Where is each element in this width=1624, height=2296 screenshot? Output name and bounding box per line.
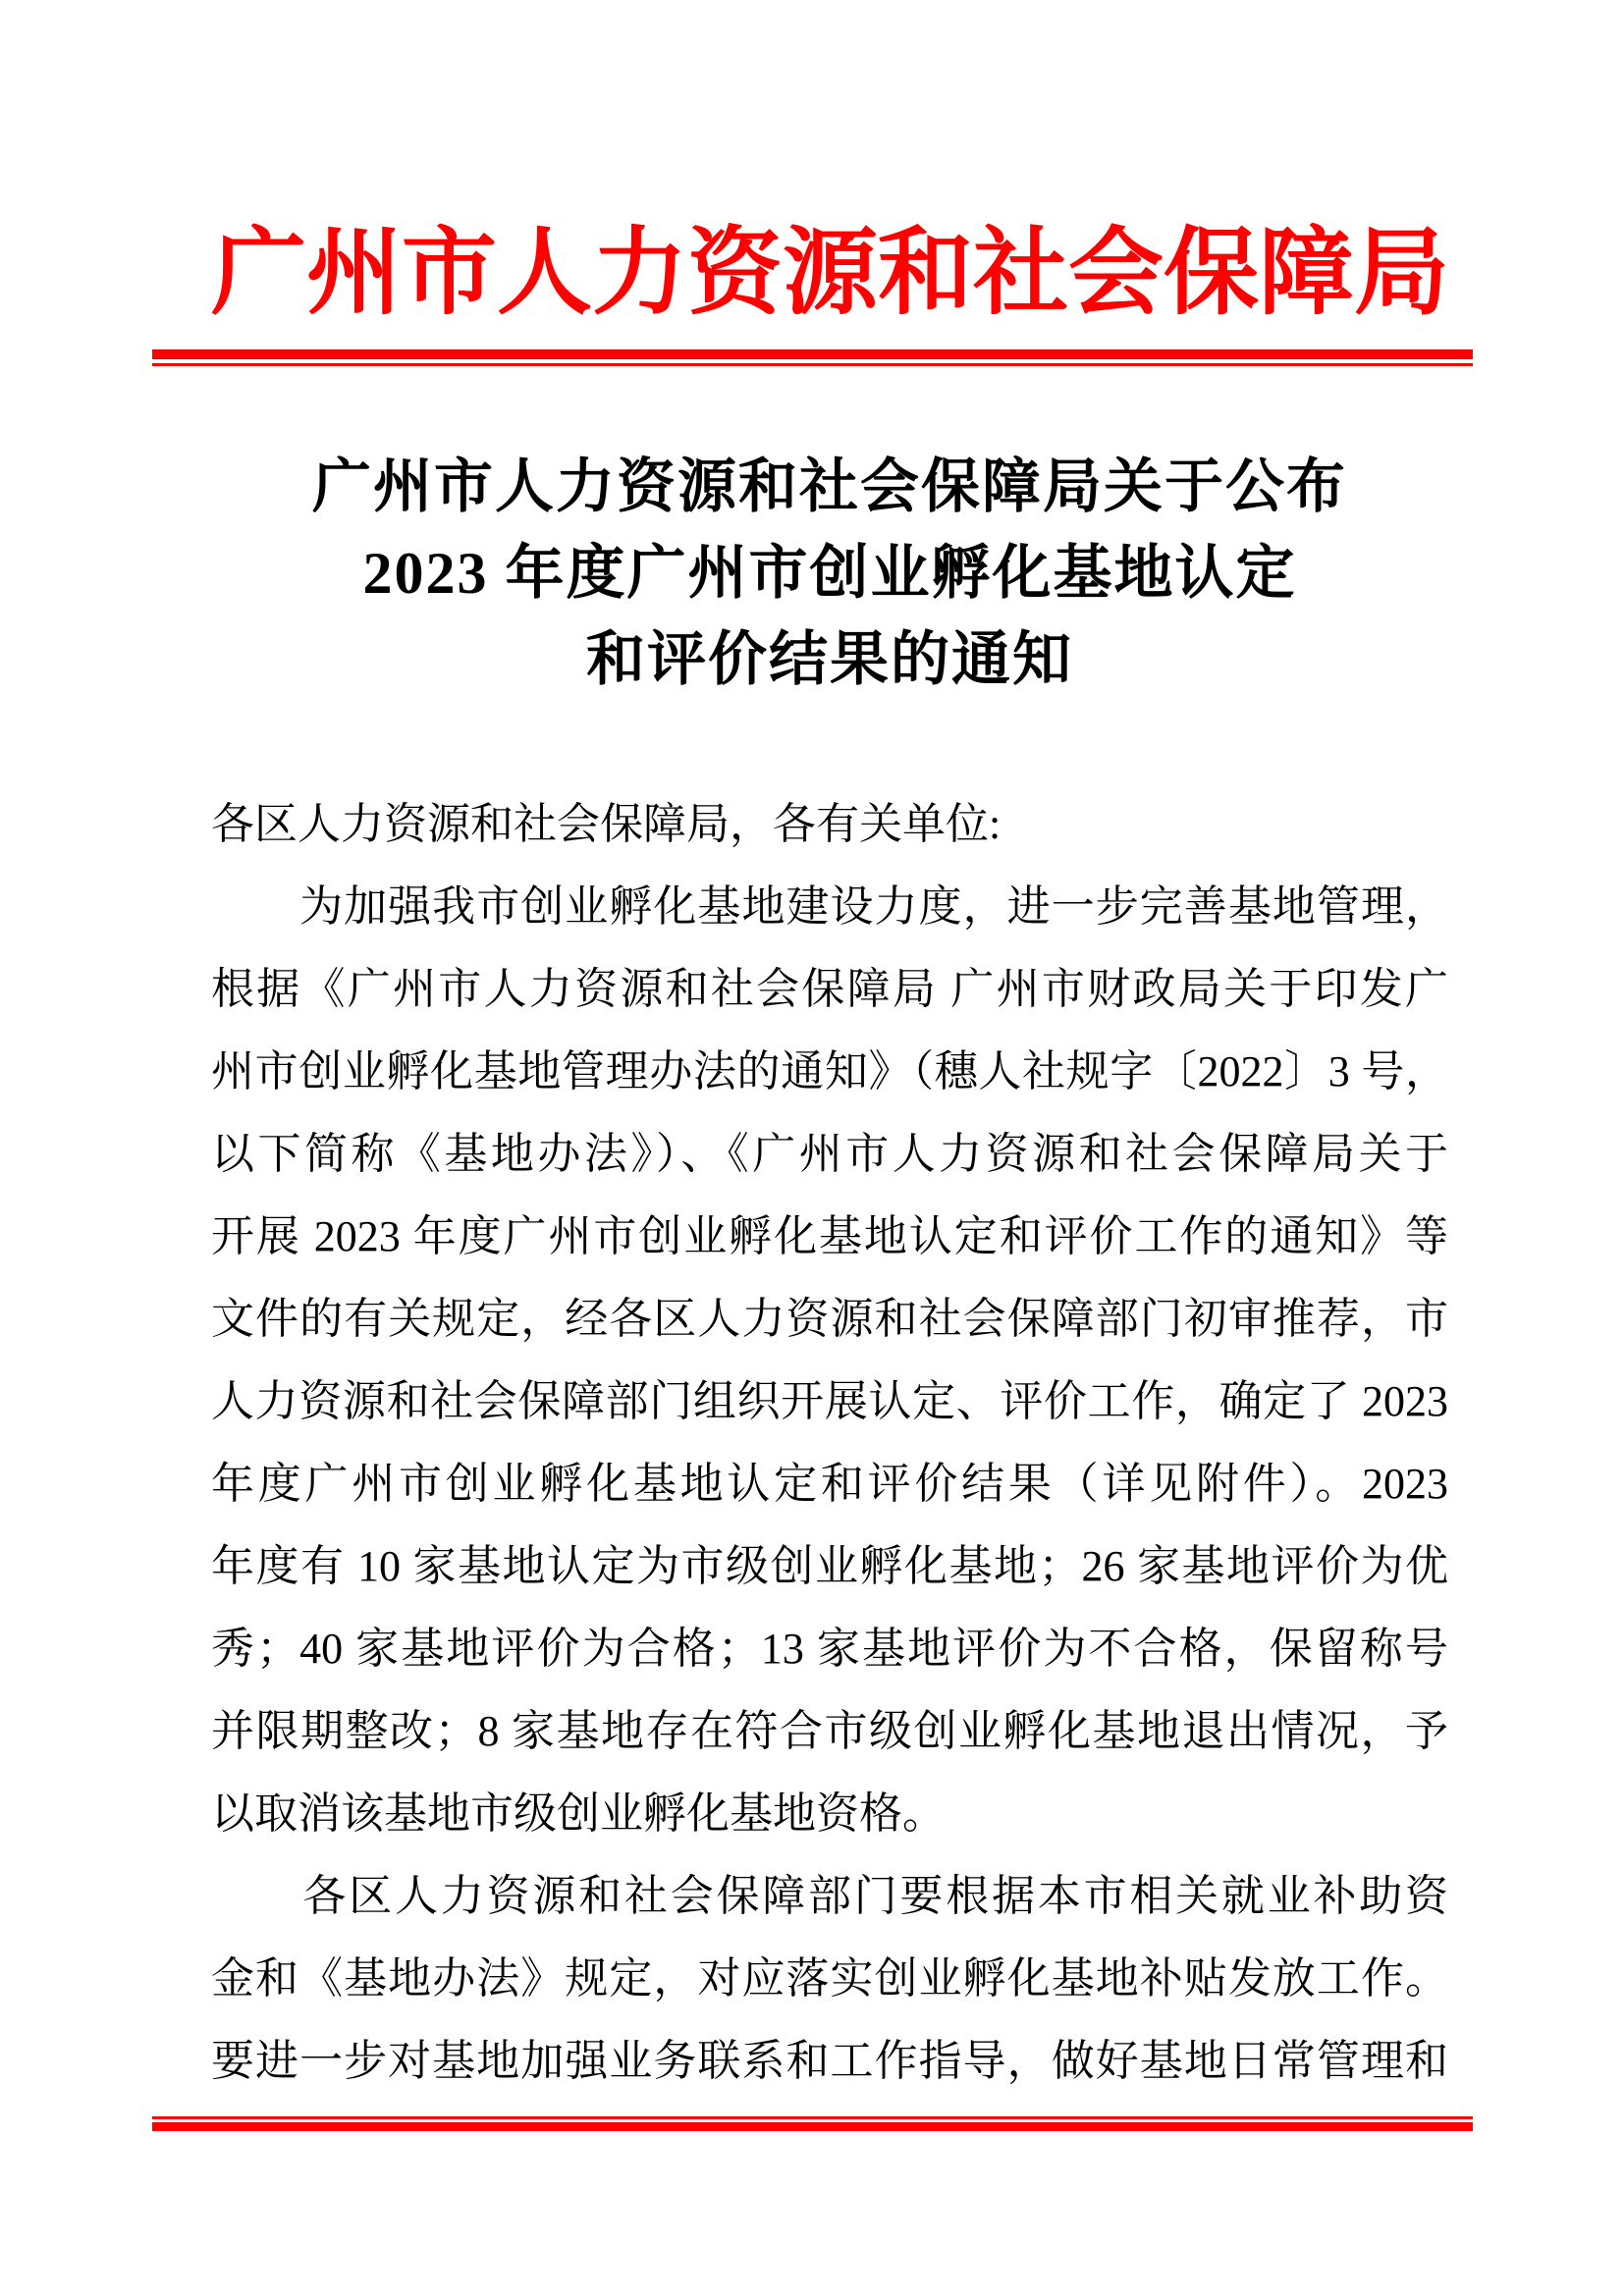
body-line: 开展 2023 年度广州市创业孵化基地认定和评价工作的通知》等 (211, 1212, 1448, 1260)
body-line: 人力资源和社会保障部门组织开展认定、评价工作，确定了 2023 (211, 1377, 1448, 1425)
footer-divider-thick-line (152, 2122, 1473, 2131)
body-line: 金和《基地办法》规定，对应落实创业孵化基地补贴发放工作。 (211, 1954, 1448, 2002)
body-line: 并限期整改；8 家基地存在符合市级创业孵化基地退出情况，予 (211, 1707, 1448, 1755)
paragraph-1 (211, 866, 1448, 1855)
body-line: 要进一步对基地加强业务联系和工作指导，做好基地日常管理和 (211, 2037, 1448, 2085)
body-line: 为加强我市创业孵化基地建设力度，进一步完善基地管理， (211, 882, 1448, 931)
masthead-divider-thin-line (152, 363, 1473, 366)
masthead-divider (152, 349, 1473, 366)
body-line: 根据《广州市人力资源和社会保障局 广州市财政局关于印发广 (211, 965, 1448, 1013)
document-title-line-2: 2023 年度广州市创业孵化基地认定 (362, 541, 1297, 606)
body-line: 年度广州市创业孵化基地认定和评价结果（详见附件）。2023 (211, 1460, 1448, 1508)
body-line: 年度有 10 家基地认定为市级创业孵化基地；26 家基地评价为优 (211, 1542, 1448, 1590)
body-line: 文件的有关规定，经各区人力资源和社会保障部门初审推荐，市 (211, 1295, 1448, 1343)
salutation-paragraph (211, 783, 1448, 866)
footer-divider-thin-line (152, 2116, 1473, 2119)
body-line: 各区人力资源和社会保障局，各有关单位: (211, 800, 1001, 848)
masthead-agency-title: 广州市人力资源和社会保障局 (211, 221, 1449, 326)
document-title (211, 444, 1448, 703)
document-title-line-3: 和评价结果的通知 (586, 627, 1073, 692)
document-body (211, 783, 1448, 2103)
body-line: 秀；40 家基地评价为合格；13 家基地评价为不合格，保留称号 (211, 1625, 1448, 1673)
masthead-divider-thick-line (152, 349, 1473, 359)
body-line: 以取消该基地市级创业孵化基地资格。 (211, 1789, 946, 1838)
document-title-line-1: 广州市人力资源和社会保障局关于公布 (312, 454, 1347, 519)
body-line: 州市创业孵化基地管理办法的通知》（穗人社规字〔2022〕3 号， (211, 1047, 1448, 1095)
footer-divider (152, 2116, 1473, 2131)
paragraph-2 (211, 1855, 1448, 2103)
body-line: 各区人力资源和社会保障部门要根据本市相关就业补助资 (211, 1872, 1448, 1920)
body-line: 以下简称《基地办法》）、《广州市人力资源和社会保障局关于 (211, 1130, 1448, 1178)
